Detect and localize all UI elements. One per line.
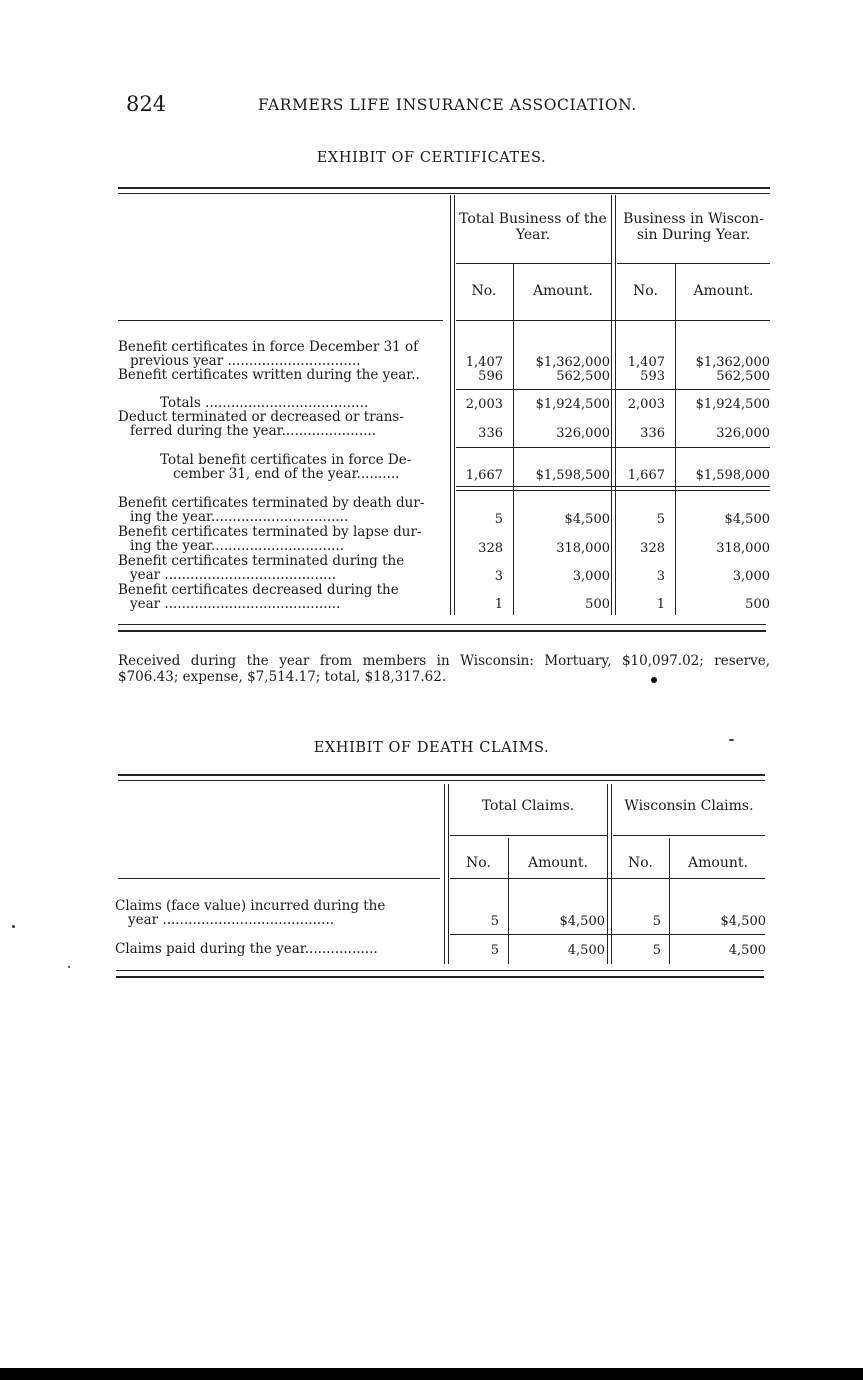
- column-divider: [444, 784, 445, 964]
- table-rule: [118, 780, 765, 781]
- cell-no: 593: [640, 369, 665, 384]
- group-header-wisconsin: [617, 211, 770, 243]
- cell-amount: 326,000: [716, 426, 770, 441]
- column-divider: [675, 264, 676, 615]
- column-divider: [669, 838, 670, 964]
- table-rule: [613, 835, 765, 836]
- cell-no: 5: [490, 943, 499, 958]
- cell-amount: 318,000: [716, 541, 770, 556]
- ink-dot: [651, 677, 657, 683]
- row-label: Deduct terminated or decreased or trans-: [118, 410, 404, 424]
- cell-no: 336: [640, 426, 665, 441]
- cell-no: 5: [656, 512, 665, 527]
- cell-amount: $1,362,000: [535, 355, 610, 370]
- column-divider: [611, 784, 612, 964]
- table-rule: [456, 320, 770, 321]
- cell-amount: 326,000: [556, 426, 610, 441]
- row-label: ing the year................................: [130, 510, 349, 524]
- row-label: Benefit certificates written during the year..: [118, 368, 420, 382]
- row-label: Benefit certificates in force December 31 of: [118, 340, 419, 354]
- row-label: year ........................................: [130, 568, 337, 582]
- cell-no: 1: [494, 597, 503, 612]
- row-label: year .........................................: [130, 597, 341, 611]
- ink-dot: [68, 966, 70, 968]
- col-header-no: No.: [628, 855, 653, 871]
- table-rule: [118, 630, 766, 632]
- cell-amount: $4,500: [559, 914, 605, 929]
- cell-amount: $1,362,000: [695, 355, 770, 370]
- cell-amount: 4,500: [567, 943, 605, 958]
- row-label: ing the year...............................: [130, 539, 345, 553]
- cell-no: 5: [652, 943, 661, 958]
- table-rule: [118, 878, 440, 879]
- table-rule: [116, 976, 764, 978]
- table-rule: [450, 934, 765, 935]
- cell-no: 1,667: [465, 468, 503, 483]
- cell-amount: 500: [745, 597, 770, 612]
- table-rule: [118, 320, 443, 321]
- col-header-amount: Amount.: [693, 283, 754, 299]
- cell-amount: $4,500: [724, 512, 770, 527]
- group-header-text: Total Business of the Year.: [459, 211, 607, 243]
- ink-dot: [729, 739, 734, 741]
- table-rule: [456, 490, 770, 491]
- cell-no: 5: [490, 914, 499, 929]
- table-rule: [118, 187, 770, 189]
- claims-title: EXHIBIT OF DEATH CLAIMS.: [313, 740, 550, 756]
- column-divider: [513, 264, 514, 615]
- col-header-amount: Amount.: [533, 283, 593, 299]
- row-label: cember 31, end of the year..........: [173, 467, 400, 481]
- table-rule: [116, 970, 764, 971]
- col-header-no: No.: [633, 283, 658, 299]
- cell-amount: 318,000: [556, 541, 610, 556]
- table-rule: [456, 263, 611, 264]
- row-label: year ........................................: [128, 913, 335, 927]
- cell-amount: $1,598,000: [695, 468, 770, 483]
- column-divider: [454, 195, 455, 615]
- group-header-wisconsin-claims: Wisconsin Claims.: [624, 798, 754, 814]
- cell-amount: 562,500: [556, 369, 610, 384]
- cell-amount: 562,500: [716, 369, 770, 384]
- col-header-no: No.: [471, 283, 497, 299]
- page-number: 824: [126, 92, 167, 116]
- group-header-total-claims: Total Claims.: [481, 798, 575, 814]
- table-rule: [456, 447, 770, 448]
- row-label: Benefit certificates terminated by death dur-: [118, 496, 425, 510]
- cell-amount: 3,000: [572, 569, 610, 584]
- table-rule: [617, 263, 770, 264]
- cell-no: 336: [478, 426, 503, 441]
- cell-amount: 4,500: [728, 943, 766, 958]
- table-rule: [450, 835, 607, 836]
- column-divider: [615, 195, 616, 615]
- cell-no: 1,407: [465, 355, 503, 370]
- cell-no: 5: [652, 914, 661, 929]
- table-rule: [456, 389, 770, 390]
- cell-no: 1,667: [627, 468, 665, 483]
- members-receipts-note: Received during the year from members in Wisconsin: Mortuary, $10,097.02; reserve, $706.43; expense, $7,514.17; total, $18,317.62.: [118, 653, 770, 685]
- row-label: ferred during the year......................: [130, 424, 376, 438]
- column-divider: [448, 784, 449, 964]
- cell-no: 1: [656, 597, 665, 612]
- cell-amount: $1,598,500: [535, 468, 610, 483]
- scan-edge-band: [0, 1368, 863, 1380]
- table-rule: [118, 774, 765, 776]
- cell-no: 3: [656, 569, 665, 584]
- table-rule: [456, 486, 770, 487]
- row-label: Claims (face value) incurred during the: [115, 899, 386, 913]
- column-divider: [611, 195, 612, 615]
- cell-no: 2,003: [627, 397, 665, 412]
- row-label: Totals ......................................: [160, 396, 369, 410]
- row-label: Benefit certificates decreased during the: [118, 583, 399, 597]
- column-divider: [508, 838, 509, 964]
- row-label: Claims paid during the year.................: [115, 942, 378, 956]
- certificates-title: EXHIBIT OF CERTIFICATES.: [316, 150, 547, 166]
- col-header-no: No.: [466, 855, 491, 871]
- row-label: Benefit certificates terminated during the: [118, 554, 405, 568]
- cell-no: 5: [494, 512, 503, 527]
- table-rule: [118, 193, 770, 194]
- group-header-total: [456, 211, 610, 243]
- cell-amount: 3,000: [732, 569, 770, 584]
- row-label: previous year ...............................: [130, 354, 361, 368]
- running-title: FARMERS LIFE INSURANCE ASSOCIATION.: [258, 96, 637, 114]
- table-rule: [450, 878, 765, 879]
- col-header-amount: Amount.: [688, 855, 748, 871]
- cell-no: 1,407: [627, 355, 665, 370]
- column-divider: [450, 195, 451, 615]
- cell-amount: $1,924,500: [695, 397, 770, 412]
- column-divider: [607, 784, 608, 964]
- col-header-amount: Amount.: [528, 855, 588, 871]
- group-header-text: Business in Wiscon-sin During Year.: [623, 211, 764, 243]
- cell-no: 2,003: [465, 397, 503, 412]
- cell-no: 328: [640, 541, 665, 556]
- cell-no: 328: [478, 541, 503, 556]
- table-rule: [118, 624, 766, 625]
- cell-amount: $4,500: [564, 512, 610, 527]
- cell-amount: $1,924,500: [535, 397, 610, 412]
- ink-dot: [12, 925, 15, 928]
- cell-amount: $4,500: [720, 914, 766, 929]
- row-label: Total benefit certificates in force De-: [160, 453, 412, 467]
- cell-amount: 500: [585, 597, 610, 612]
- cell-no: 3: [494, 569, 503, 584]
- row-label: Benefit certificates terminated by lapse dur-: [118, 525, 422, 539]
- cell-no: 596: [478, 369, 503, 384]
